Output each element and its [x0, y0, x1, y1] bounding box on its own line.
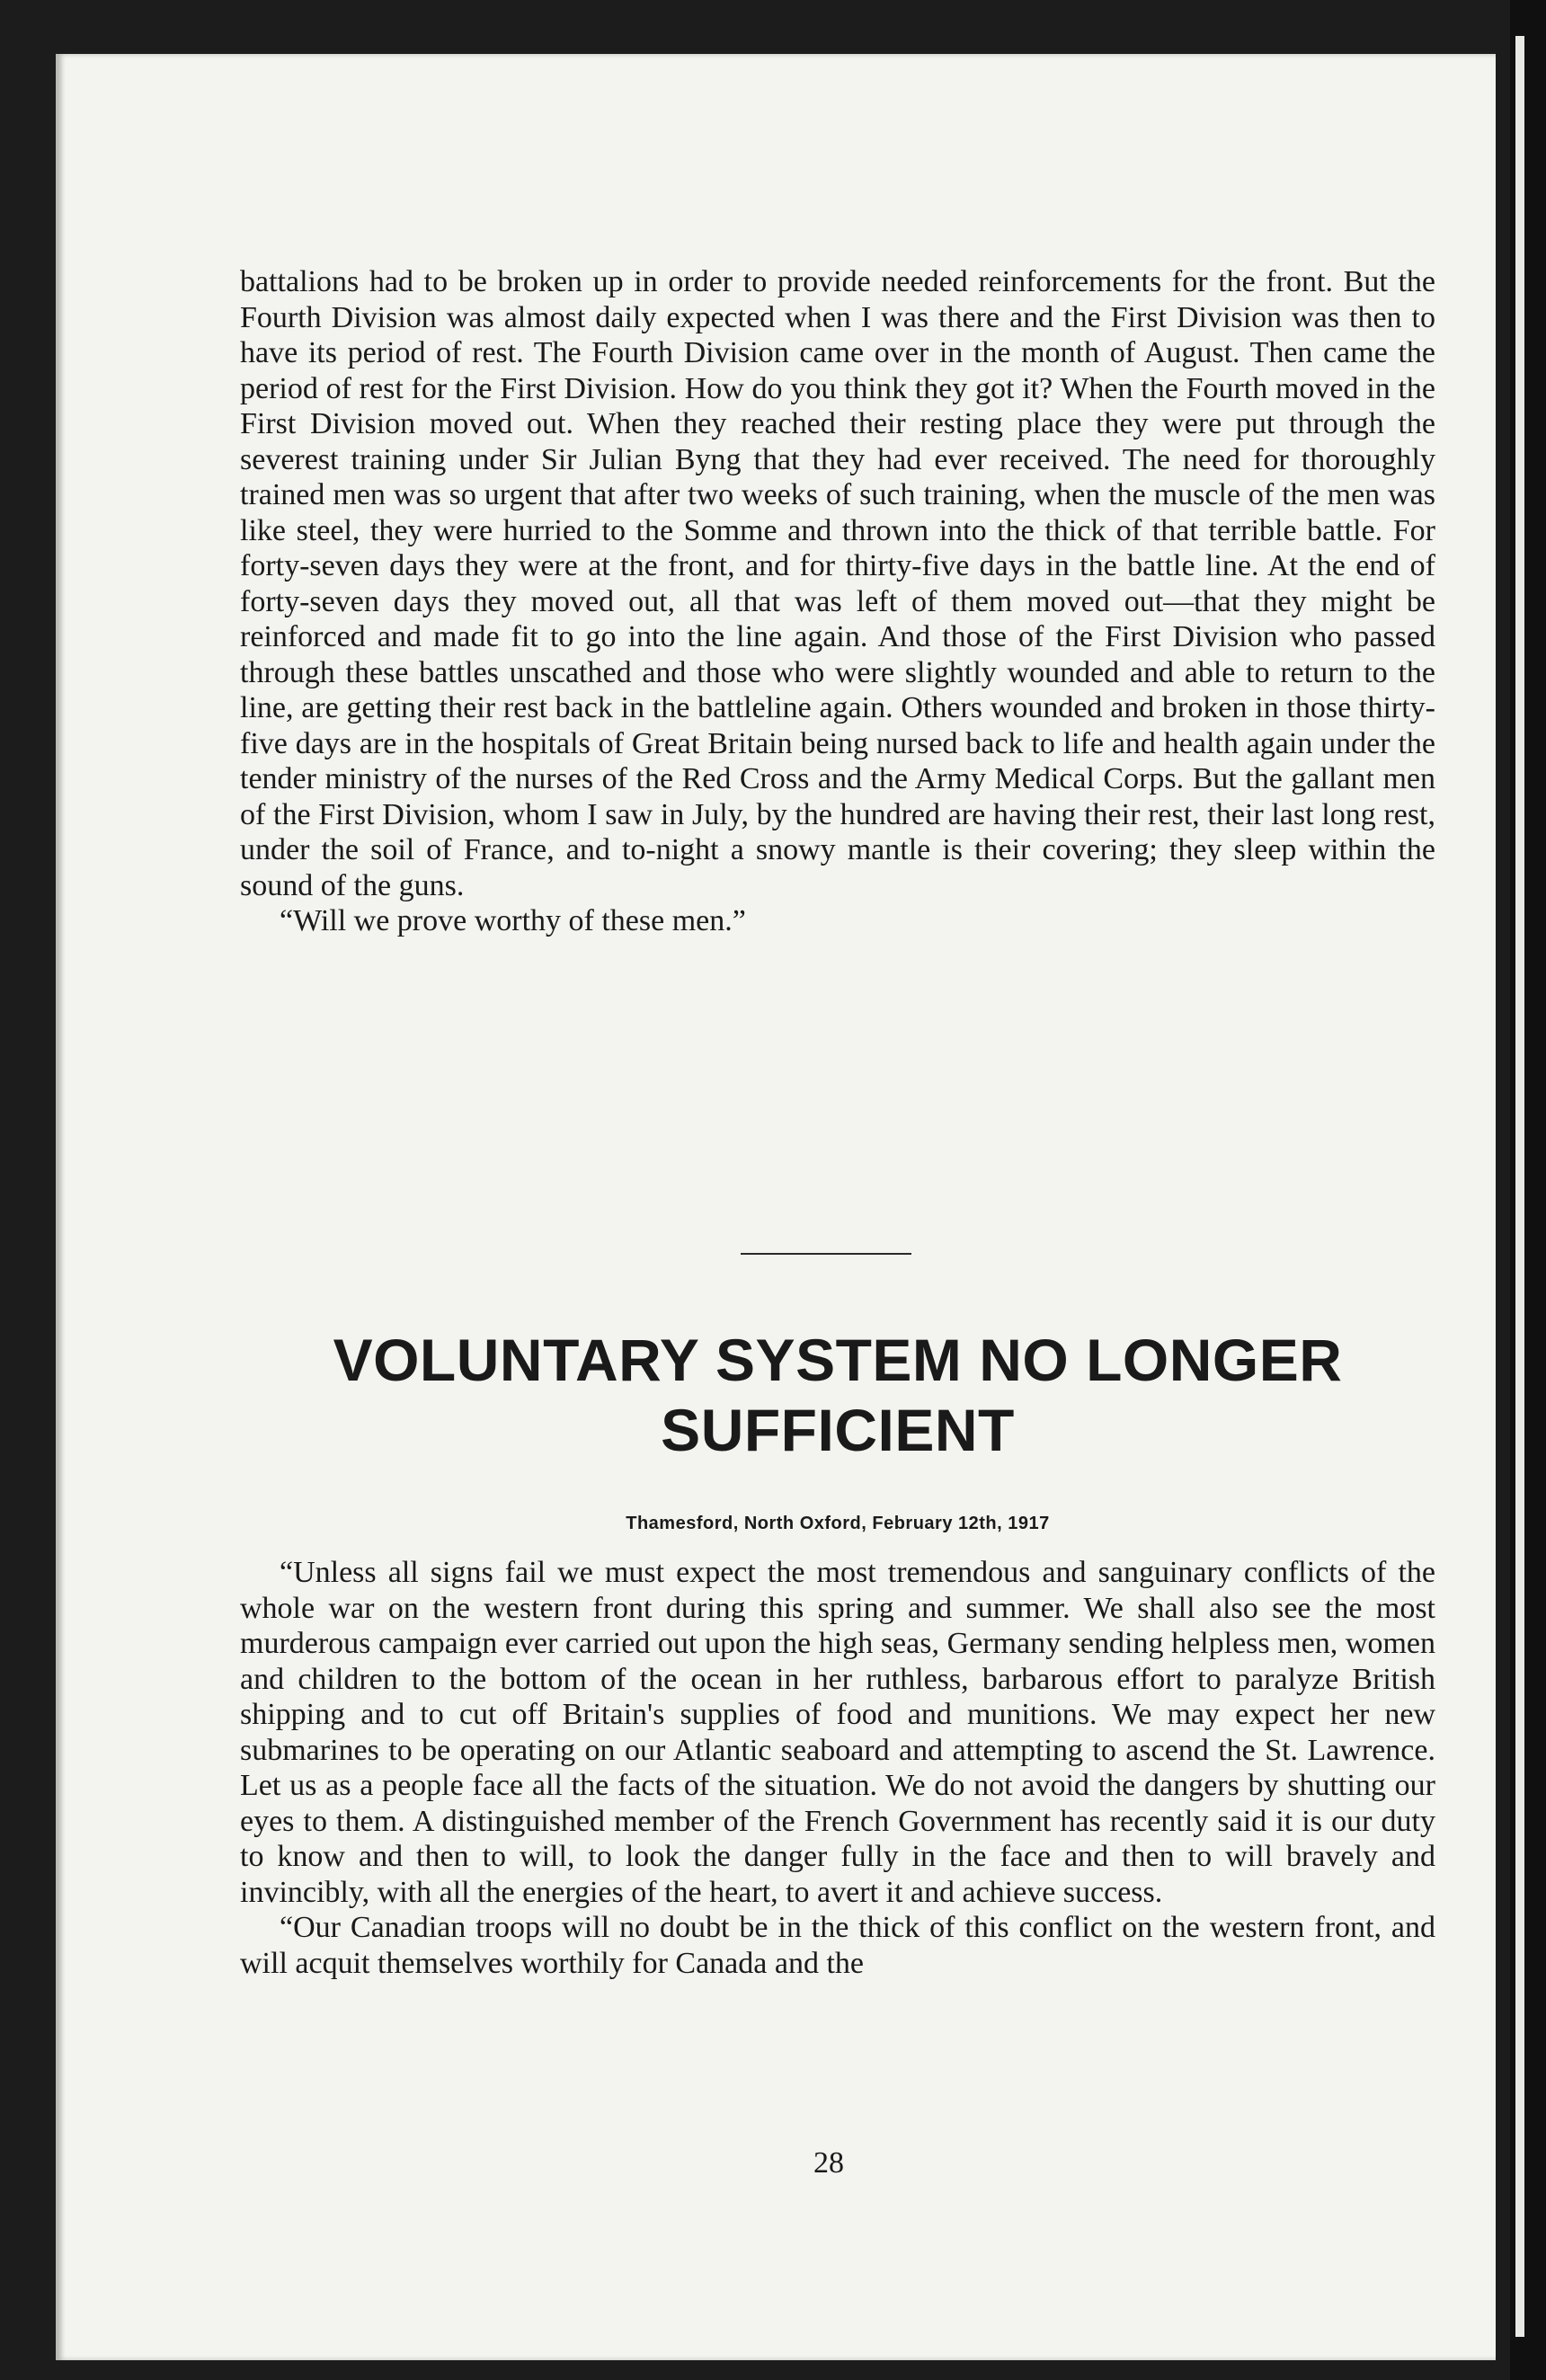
title-line-2: SUFFICIENT — [661, 1397, 1015, 1463]
adjacent-page-sliver — [1515, 36, 1524, 2337]
section-divider — [741, 1253, 911, 1255]
book-page — [56, 54, 1496, 2360]
title-line-1: VOLUNTARY SYSTEM NO LONGER — [333, 1327, 1343, 1393]
section-title — [191, 1325, 1485, 1465]
bottom-paragraph-2: “Our Canadian troops will no doubt be in the thick of this conflict on the western front, and will acquit themselves worthily for Canada and the — [240, 1911, 1435, 1980]
bottom-text-section — [240, 1555, 1435, 1981]
adjacent-page-edge — [1510, 0, 1546, 2380]
bottom-paragraph-1: “Unless all signs fail we must expect the most tremendous and sanguinary conflicts of the whole war on the western front during this spring and summer. We shall also see the most murderous campaign ever carried out upon the high seas, Germany sending helpless men, women and children to the bottom of the ocean in her ruthless, barbarous effort to paralyze British shipping and to cut off Britain's supplies of food and munitions. We may expect her new submarines to be operating on our Atlantic seaboard and attempting to ascend the St. Lawrence. Let us as a people face all the facts of the situation. We do not avoid the dangers by shutting our eyes to them. A distinguished member of the French Government has recently said it is our duty to know and then to will, to look the danger fully in the face and then to will bravely and invincibly, with all the energies of the heart, to avert it and achieve success. — [240, 1556, 1435, 1909]
top-text-section — [240, 264, 1435, 939]
dateline: Thamesford, North Oxford, February 12th, 1917 — [626, 1514, 1050, 1533]
top-quote: “Will we prove worthy of these men.” — [280, 904, 746, 937]
page-number: 28 — [813, 2146, 844, 2180]
top-paragraph: battalions had to be broken up in order to provide needed reinforcements for the front. But the Fourth Division was almost daily expected when I was there and the First Division was then to have its period of rest. The Fourth Division came over in the month of August. Then came the period of rest for the First Division. How do you think they got it? When the Fourth moved in the First Division moved out. When they reached their resting place they were put through the severest training under Sir Julian Byng that they had ever received. The need for thoroughly trained men was so urgent that after two weeks of such training, when the muscle of the men was like steel, they were hurried to the Somme and thrown into the thick of that terrible battle. For forty-seven days they were at the front, and for thirty-five days in the battle line. At the end of forty-seven days they moved out, all that was left of them moved out—that they might be reinforced and made fit to go into the line again. And those of the First Division who passed through these battles unscathed and those who were slightly wounded and able to return to the line, are getting their rest back in the battleline again. Others wounded and broken in those thirty-five days are in the hospitals of Great Britain being nursed back to life and health again under the tender ministry of the nurses of the Red Cross and the Army Medical Corps. But the gallant men of the First Division, whom I saw in July, by the hundred are having their rest, their last long rest, under the soil of France, and to-night a snowy mantle is their covering; they sleep within the sound of the guns. — [240, 265, 1435, 902]
